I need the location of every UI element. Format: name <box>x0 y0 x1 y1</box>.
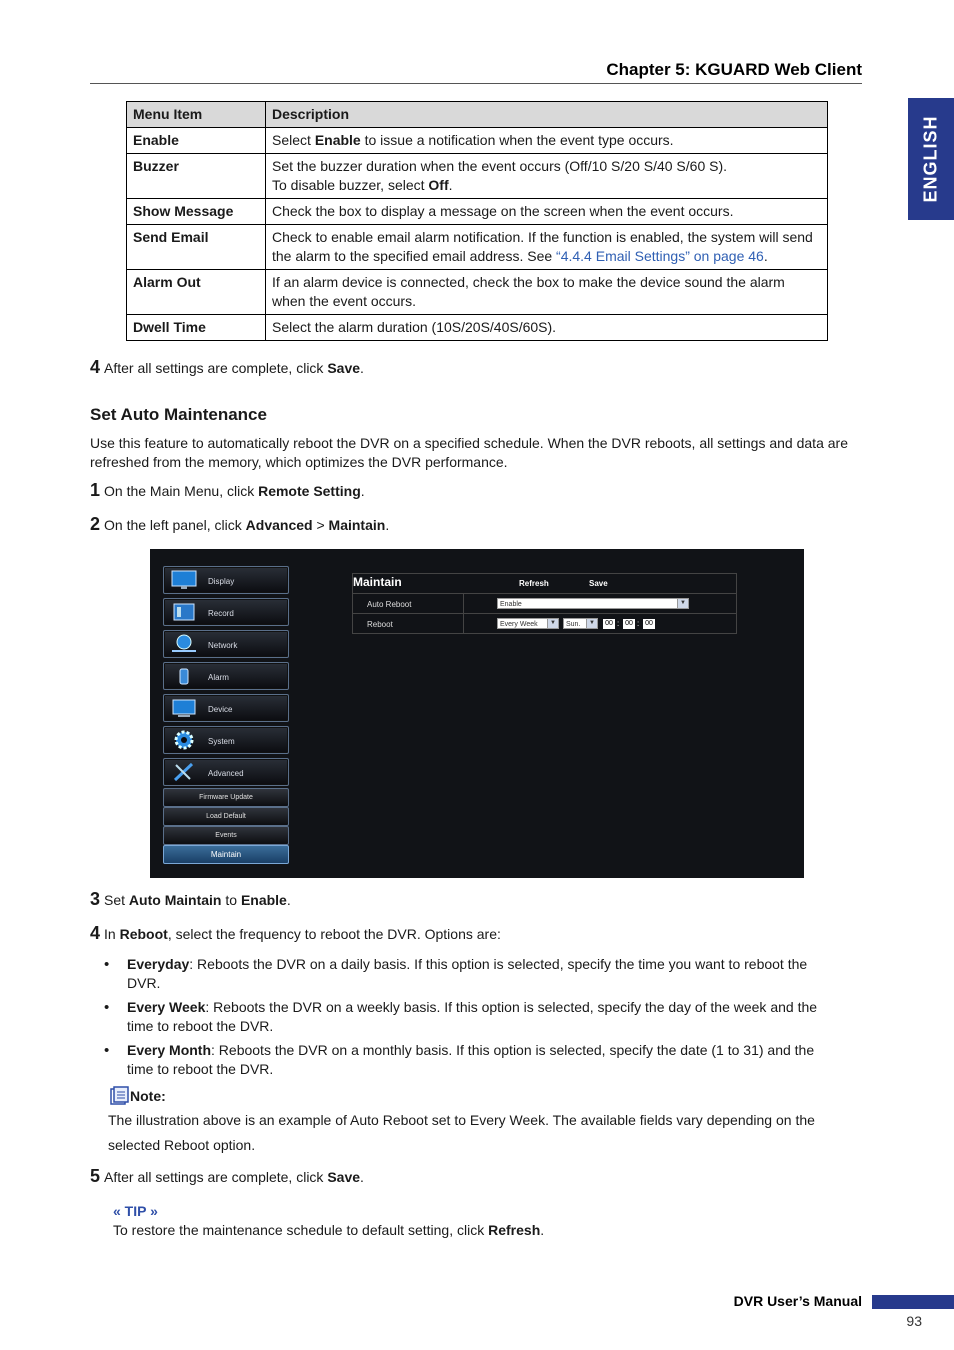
table-row <box>127 154 828 199</box>
menu-button-advanced[interactable] <box>163 758 289 786</box>
menu-button-display[interactable] <box>163 566 289 594</box>
menu-label: System <box>208 737 235 746</box>
bold-text: Refresh <box>488 1222 541 1238</box>
submenu-events[interactable]: Events <box>163 826 289 845</box>
maintain-panel <box>352 573 737 634</box>
text: to issue a notification when the event type occurs. <box>360 132 674 148</box>
menu-button-system[interactable] <box>163 726 289 754</box>
text: . <box>360 1169 364 1185</box>
row-divider <box>463 594 464 614</box>
table-row <box>127 270 828 315</box>
email-settings-link[interactable]: “4.4.4 Email Settings” on page 46 <box>556 248 764 264</box>
step-number: 5 <box>90 1166 101 1186</box>
reboot-frequency-select[interactable] <box>497 618 559 629</box>
select-value: Every Week <box>500 621 538 628</box>
chevron-down-icon: ▼ <box>586 619 597 628</box>
text: : Reboots the DVR on a weekly basis. If this option is selected, specify the day of the week and the time to reboot the DVR. <box>127 999 818 1034</box>
table-row <box>127 225 828 270</box>
save-button[interactable]: Save <box>589 579 608 588</box>
step-4-reboot <box>90 924 501 944</box>
step-4-save <box>90 358 364 378</box>
bold-text: Save <box>327 1169 361 1185</box>
menu-label: Device <box>208 705 233 714</box>
text: To disable buzzer, select <box>272 177 429 193</box>
text: After all settings are complete, click <box>104 360 328 376</box>
film-icon <box>170 601 198 623</box>
table-cell-desc <box>266 225 828 270</box>
maintain-screenshot <box>150 549 804 878</box>
chevron-down-icon: ▼ <box>547 619 558 628</box>
table-row <box>127 315 828 341</box>
alarm-icon <box>170 665 198 687</box>
bold-text: Enable <box>314 132 361 148</box>
table-header-row <box>127 102 828 128</box>
table-cell-desc <box>266 154 828 199</box>
text: : Reboots the DVR on a monthly basis. If this option is selected, specify the date (1 to 31) and the time to reboot the DVR. <box>127 1042 815 1077</box>
text: On the Main Menu, click <box>104 483 259 499</box>
reboot-row <box>353 613 736 634</box>
text: > <box>312 517 329 533</box>
select-value: Enable <box>500 601 522 608</box>
text: . <box>360 483 365 499</box>
row-divider <box>463 614 464 634</box>
page-number: 93 <box>906 1313 922 1329</box>
second-input[interactable]: 00 <box>643 619 655 629</box>
chevron-down-icon: ▼ <box>677 599 688 608</box>
list-item <box>104 955 844 993</box>
bold-text: Advanced <box>245 517 313 533</box>
tip-label: « TIP » <box>113 1203 158 1219</box>
network-globe-icon <box>170 633 198 655</box>
text: . <box>360 360 364 376</box>
text: Select <box>272 132 315 148</box>
note-block <box>108 1086 166 1106</box>
footer-bar <box>872 1295 954 1309</box>
text: , select the frequency to reboot the DVR. Options are: <box>167 926 501 942</box>
menu-label: Display <box>208 577 235 586</box>
refresh-button[interactable]: Refresh <box>519 579 549 588</box>
table-cell-item: Send Email <box>127 225 266 270</box>
auto-reboot-select[interactable] <box>497 598 689 609</box>
gear-icon <box>170 729 198 751</box>
menu-label: Network <box>208 641 238 650</box>
menu-item-table <box>126 101 828 341</box>
bold-text: Enable <box>240 892 287 908</box>
reboot-options-list <box>104 955 844 1084</box>
text: Check to enable email alarm notification. If the function is enabled, the system will send the alarm to the specified email address. See <box>272 229 813 264</box>
submenu-firmware-update[interactable]: Firmware Update <box>163 788 289 807</box>
menu-label: Record <box>208 609 234 618</box>
section-heading: Set Auto Maintenance <box>90 405 267 424</box>
table-cell-desc: Check the box to display a message on the screen when the event occurs. <box>266 199 828 225</box>
table-header-cell: Description <box>266 102 828 128</box>
device-icon <box>170 697 198 719</box>
text: On the left panel, click <box>104 517 246 533</box>
text: To restore the maintenance schedule to default setting, click <box>113 1222 489 1238</box>
table-cell-desc <box>266 128 828 154</box>
bold-text: Every Month <box>127 1042 212 1058</box>
text: In <box>104 926 120 942</box>
auto-reboot-label: Auto Reboot <box>367 600 412 609</box>
time-separator: : <box>637 619 640 628</box>
header-rule <box>90 83 862 84</box>
text: . <box>763 248 768 264</box>
table-cell-item: Dwell Time <box>127 315 266 341</box>
table-header-cell: Menu Item <box>127 102 266 128</box>
text: . <box>448 177 453 193</box>
text: . <box>385 517 390 533</box>
menu-button-device[interactable] <box>163 694 289 722</box>
manual-title: DVR User’s Manual <box>733 1293 862 1309</box>
submenu-maintain[interactable]: Maintain <box>163 845 289 864</box>
step-number: 2 <box>90 514 101 534</box>
bold-text: Everyday <box>127 956 190 972</box>
table-cell-item: Alarm Out <box>127 270 266 315</box>
reboot-day-select[interactable] <box>563 618 598 629</box>
hour-input[interactable]: 00 <box>603 619 615 629</box>
step-2 <box>90 515 389 535</box>
step-5 <box>90 1167 364 1187</box>
tip-text <box>113 1221 544 1240</box>
minute-input[interactable]: 00 <box>623 619 635 629</box>
note-icon <box>108 1086 130 1106</box>
table-row <box>127 199 828 225</box>
step-1 <box>90 481 365 501</box>
table-cell-item: Enable <box>127 128 266 154</box>
reboot-label: Reboot <box>367 620 393 629</box>
submenu-load-default[interactable]: Load Default <box>163 807 289 826</box>
step-number: 1 <box>90 480 101 500</box>
bold-text: Auto Maintain <box>128 892 222 908</box>
bold-text: Remote Setting <box>258 483 361 499</box>
table-cell-item: Show Message <box>127 199 266 225</box>
language-tab <box>908 98 954 220</box>
panel-title: Maintain <box>353 575 402 589</box>
chapter-title: Chapter 5: KGUARD Web Client <box>606 60 862 79</box>
table-cell-desc: If an alarm device is connected, check the box to make the device sound the alarm when the event occurs. <box>266 270 828 315</box>
text: Set <box>104 892 129 908</box>
auto-reboot-row <box>353 593 736 614</box>
note-text: The illustration above is an example of Auto Reboot set to Every Week. The available fields vary depending on the selected Reboot option. <box>108 1112 815 1153</box>
table-cell-item: Buzzer <box>127 154 266 199</box>
text: Set the buzzer duration when the event occurs (Off/10 S/20 S/40 S/60 S). <box>272 158 728 174</box>
bold-text: Reboot <box>119 926 168 942</box>
text: After all settings are complete, click <box>104 1169 328 1185</box>
text: : Reboots the DVR on a daily basis. If this option is selected, specify the time you want to reboot the DVR. <box>127 956 808 991</box>
bold-text: Save <box>327 360 361 376</box>
monitor-icon <box>170 569 198 591</box>
list-item <box>104 1041 844 1079</box>
select-value: Sun. <box>566 621 581 628</box>
menu-label: Advanced <box>208 769 244 778</box>
step-number: 3 <box>90 889 101 909</box>
step-3 <box>90 890 291 910</box>
table-row <box>127 128 828 154</box>
section-intro: Use this feature to automatically reboot the DVR on a specified schedule. When the DVR reboots, all settings and data are refreshed from the memory, which optimizes the DVR performance. <box>90 435 848 470</box>
bold-text: Off <box>428 177 449 193</box>
menu-button-network[interactable] <box>163 630 289 658</box>
bold-text: Maintain <box>328 517 386 533</box>
bold-text: Every Week <box>127 999 206 1015</box>
list-item <box>104 998 844 1036</box>
text: . <box>540 1222 545 1238</box>
text: to <box>221 892 241 908</box>
note-label: Note: <box>130 1088 166 1104</box>
tools-icon <box>170 761 198 783</box>
text: . <box>286 892 291 908</box>
step-number: 4 <box>90 923 101 943</box>
menu-button-record[interactable] <box>163 598 289 626</box>
time-separator: : <box>617 619 620 628</box>
table-cell-desc: Select the alarm duration (10S/20S/40S/60S). <box>266 315 828 341</box>
step-number: 4 <box>90 357 101 377</box>
language-tab-label: ENGLISH <box>920 115 941 203</box>
menu-button-alarm[interactable] <box>163 662 289 690</box>
menu-label: Alarm <box>208 673 229 682</box>
